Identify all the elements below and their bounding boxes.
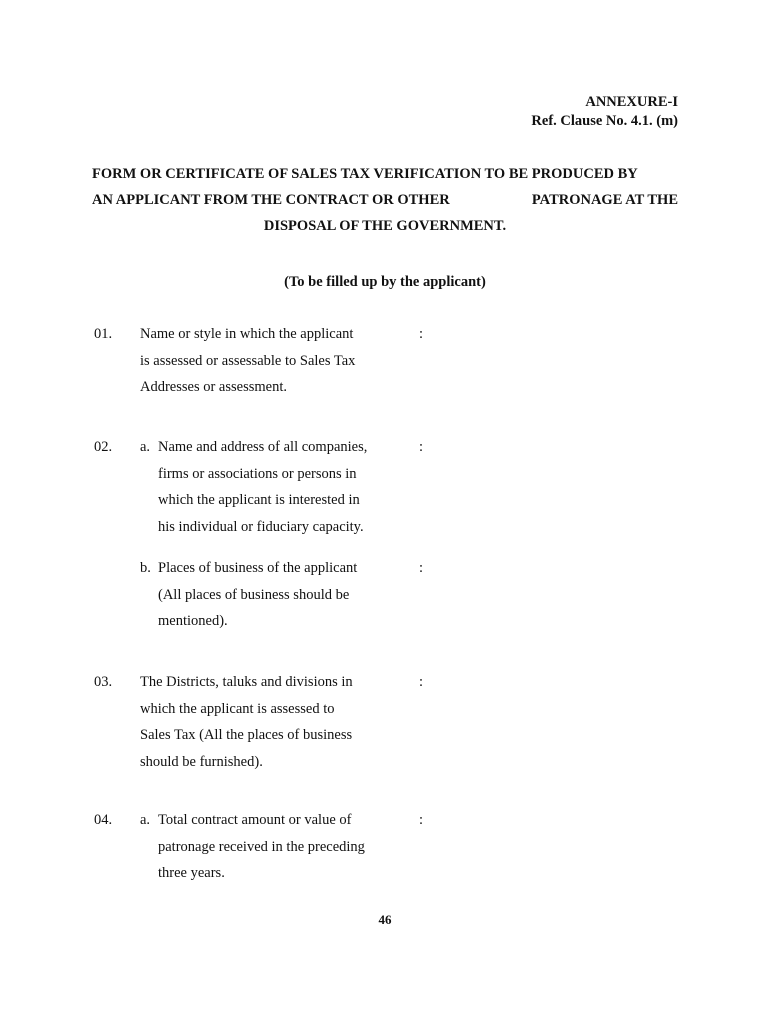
item-number: 01. [94,326,113,342]
item-text [140,669,410,775]
item-number: 04. [94,812,113,828]
sub-item-letter: a. [140,439,151,455]
sub-item-letter: b. [140,560,151,576]
title-line-3 [92,213,678,239]
form-subtitle: (To be filled up by the applicant) [284,274,486,290]
page-number: 46 [378,912,392,927]
answer-colon: : [419,560,424,576]
item-text-line: three years. [158,865,225,881]
answer-colon: : [419,439,424,455]
item-text-line: should be furnished). [140,753,263,770]
title-line-3-text: DISPOSAL OF THE GOVERNMENT. [263,218,507,234]
sub-item-text [158,555,418,635]
item-text [140,321,410,401]
item-text-line: Places of business of the applicant [158,560,358,576]
item-text-line: Total contract amount or value of [158,812,352,828]
item-text-line: which the applicant is assessed to [140,700,335,717]
item-text-line: Addresses or assessment. [140,379,287,395]
annexure-header [531,93,678,131]
title-line-2 [92,187,678,213]
item-text-line: Sales Tax (All the places of business [140,727,353,743]
item-text-line: which the applicant is interested in [158,492,360,508]
item-text-line: mentioned). [158,613,228,629]
item-number: 03. [94,674,113,690]
answer-colon: : [419,326,424,342]
title-line-1-text: FORM OR CERTIFICATE OF SALES TAX VERIFICATION TO BE PRODUCED BY [92,166,638,182]
answer-colon: : [419,812,424,828]
sub-item-text [158,807,418,887]
form-title [92,161,678,239]
sub-item-text [158,434,418,540]
title-line-2-right: PATRONAGE AT THE [531,192,678,208]
item-text-line: Name or style in which the applicant [140,326,354,342]
title-line-2-left: AN APPLICANT FROM THE CONTRACT OR OTHER [92,192,450,208]
answer-colon: : [419,674,424,690]
ref-clause: Ref. Clause No. 4.1. (m) [531,113,678,129]
item-text-line: his individual or fiduciary capacity. [158,518,364,535]
item-text-line: patronage received in the preceding [158,838,365,855]
item-text-line: firms or associations or persons in [158,465,357,482]
annexure-label: ANNEXURE-I [585,94,678,110]
item-text-line: Name and address of all companies, [158,439,368,455]
title-line-1 [92,161,678,187]
item-text-line: (All places of business should be [158,586,350,603]
sub-item-letter: a. [140,812,151,828]
item-text-line: is assessed or assessable to Sales Tax [140,352,356,369]
item-text-line: The Districts, taluks and divisions in [140,674,353,690]
item-number: 02. [94,439,113,455]
